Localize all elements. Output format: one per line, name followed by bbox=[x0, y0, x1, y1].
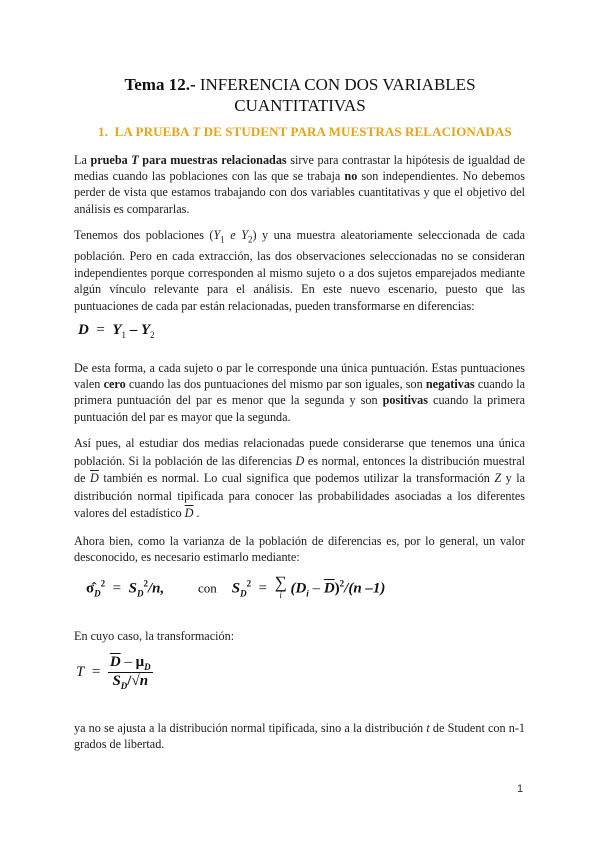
section-pre: LA PRUEBA bbox=[114, 124, 189, 139]
paragraph-populations: Tenemos dos poblaciones ($Y_1$ e $Y_2$) y una muestra aleatoriamente seleccionada de cada población. Pero en cada extracción, las dos observaciones seleccionadas no se consideran independientes porque corresponden al mismo sujeto o a dos sujetos emparejados mediante algún vínculo relevante para el análisis. En este nuevo escenario, puesto que las puntuaciones de cada par están relacionadas, pueden transformarse en diferencias: bbox=[74, 228, 526, 313]
section-number: 1. bbox=[98, 124, 108, 139]
paragraph-normal: Así pues, al estudiar dos medias relacionadas puede considerarse que tenemos una única población. Si la población de las diferencias D es normal, entonces la distribución muestral de $\overline{D}$ también es normal. Lo cual significa que podemos utilizar la transformación Z y la distribución normal tipificada para conocer las probabilidades asociadas a los diferentes valores del estadístico $\overline{D}$ . bbox=[74, 436, 526, 520]
paragraph-student: ya no se ajusta a la distribución normal tipificada, sino a la distribución t de Student con n-1 grados de libertad. bbox=[74, 721, 526, 752]
title-prefix: Tema 12.- bbox=[124, 75, 196, 94]
equation-variance: $\sigmâ_D^2 = S_D^2/n$, con $S_D^2$ = ∑ i $(D_i - \overline{D})^2/(n$ –1) bbox=[86, 573, 386, 600]
section-post: DE STUDENT PARA MUESTRAS RELACIONADAS bbox=[203, 124, 512, 139]
paragraph-transformation: En cuyo caso, la transformación: bbox=[74, 629, 235, 643]
equation-t-statistic: T = $\frac{\overline{D} - \mu_D}{S_D/√n}$ bbox=[76, 654, 151, 691]
paragraph-intro: La prueba T para muestras relacionadas sirve para contrastar la hipótesis de igualdad de medias cuando las poblaciones con las que se trabaja no son independientes. No debemos perder de vista que estamos trabajando con dos variables cuantitativas y que el objetivo del análisis es compararlas. bbox=[74, 153, 526, 216]
equation-difference: $D = Y_1 - Y_2$ bbox=[78, 322, 155, 340]
page-number: 1 bbox=[517, 783, 524, 795]
paragraph-scores: De esta forma, a cada sujeto o par le corresponde una única puntuación. Estas puntuaciones valen cero cuando las dos puntuaciones del mismo par son iguales, son negativas cuando la primera puntuación del par es menor que la segunda y son positivas cuando la primera puntuación del par es mayor que la segunda. bbox=[74, 361, 526, 424]
section-heading bbox=[98, 124, 512, 140]
page-title bbox=[60, 74, 540, 116]
title-line2: CUANTITATIVAS bbox=[234, 96, 366, 115]
title-line1: INFERENCIA CON DOS VARIABLES bbox=[199, 75, 476, 94]
paragraph-variance: Ahora bien, como la varianza de la población de diferencias es, por lo general, un valor desconocido, es necesario estimarlo mediante: bbox=[74, 534, 525, 565]
section-letter: T bbox=[192, 124, 201, 139]
